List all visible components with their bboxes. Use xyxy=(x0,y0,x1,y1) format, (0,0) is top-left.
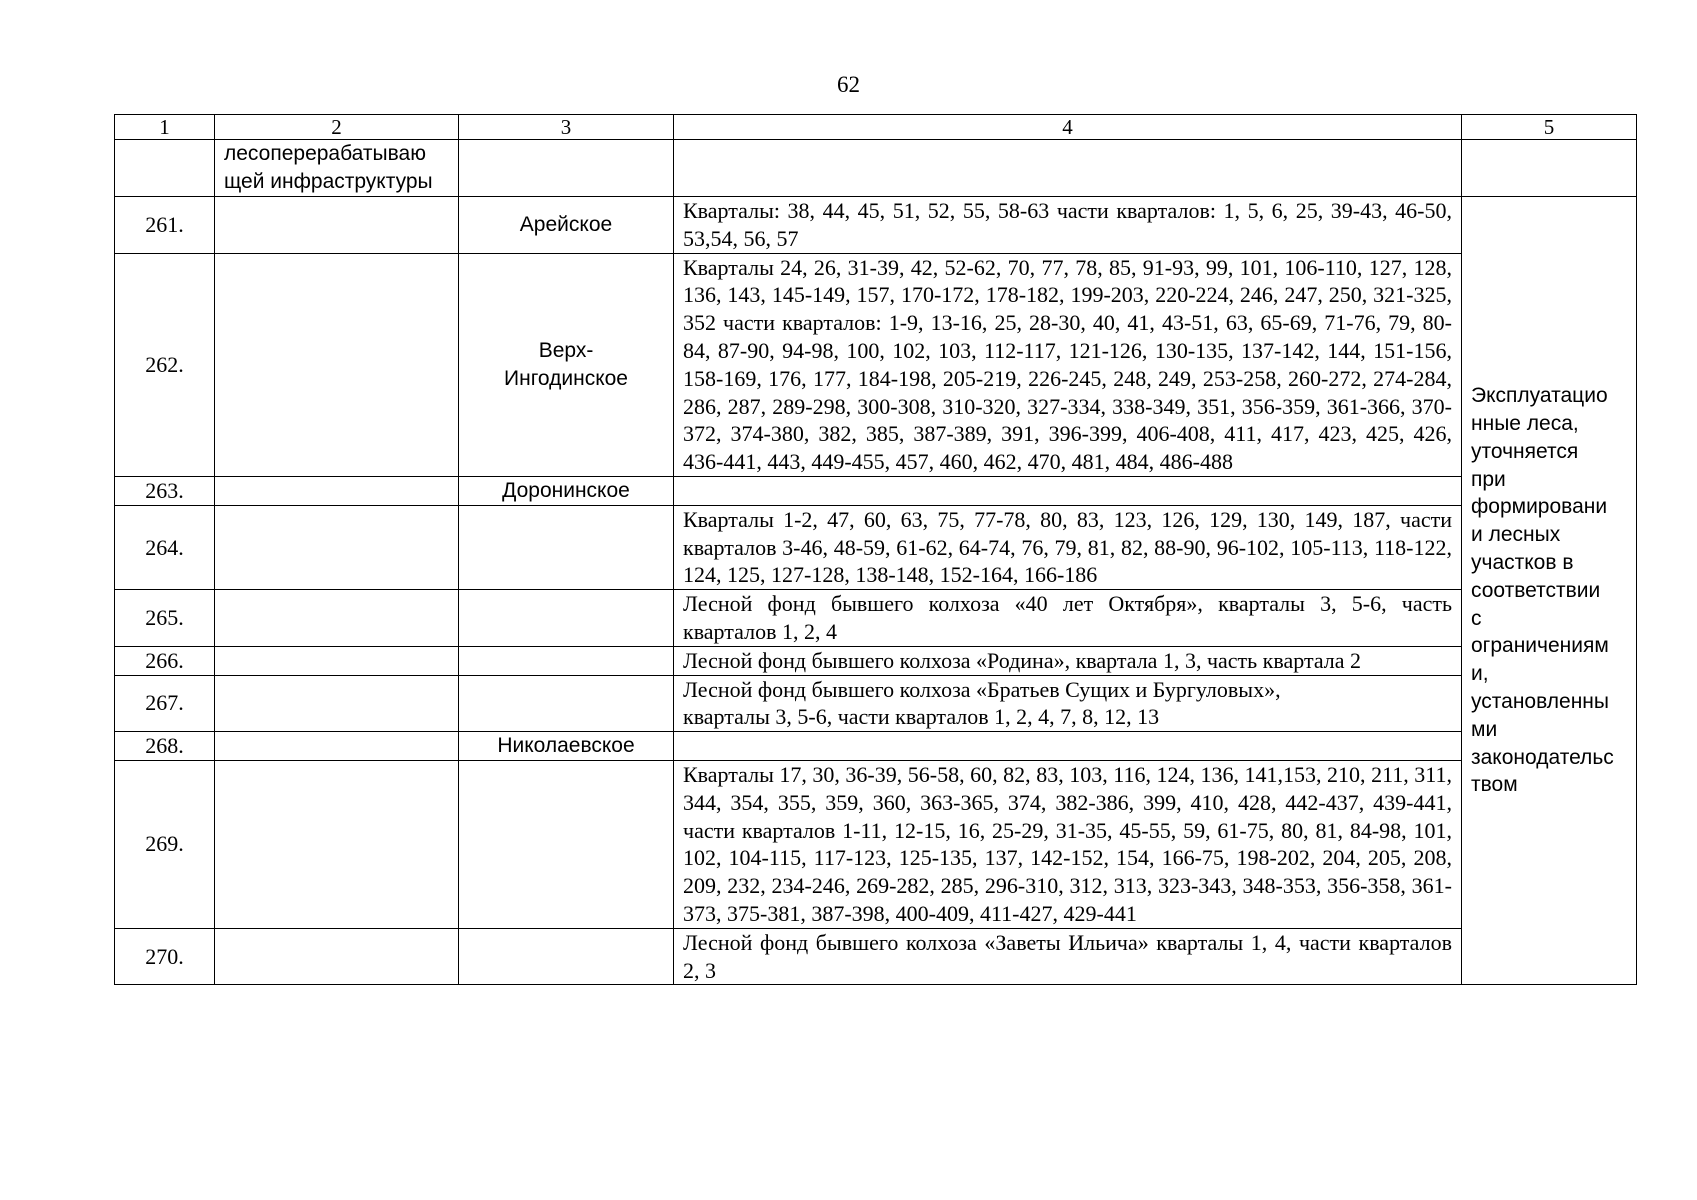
row-number: 263. xyxy=(115,476,215,505)
table-row xyxy=(115,675,1637,732)
object-name-cell xyxy=(215,590,459,647)
table-row xyxy=(115,253,1637,476)
quarters-list: Лесной фонд бывшего колхоза «Братьев Сущих и Бургуловых», кварталы 3, 5-6, части кварталов 1, 2, 4, 7, 8, 12, 13 xyxy=(674,675,1462,732)
row-number: 270. xyxy=(115,928,215,985)
forestry-name: Арейское xyxy=(459,197,674,254)
table-row xyxy=(115,928,1637,985)
table-row xyxy=(115,476,1637,505)
table-row xyxy=(115,505,1637,589)
row-number: 264. xyxy=(115,505,215,589)
forestry-name xyxy=(459,928,674,985)
object-name-cell xyxy=(215,646,459,675)
header-col-2: 2 xyxy=(215,115,459,140)
column-number-header-row xyxy=(115,115,1637,140)
row-number: 266. xyxy=(115,646,215,675)
continuation-row xyxy=(115,140,1637,197)
row-number: 262. xyxy=(115,253,215,476)
quarters-list: Лесной фонд бывшего колхоза «Родина», квартала 1, 3, часть квартала 2 xyxy=(674,646,1462,675)
object-name-cell xyxy=(215,760,459,928)
object-name-cell xyxy=(215,675,459,732)
row-number: 261. xyxy=(115,197,215,254)
forest-quarters-table xyxy=(114,114,1637,985)
quarters-list: Лесной фонд бывшего колхоза «Заветы Ильича» кварталы 1, 4, части кварталов 2, 3 xyxy=(674,928,1462,985)
object-name-cell: лесоперерабатываю щей инфраструктуры xyxy=(215,140,459,197)
header-col-5: 5 xyxy=(1462,115,1637,140)
table-row xyxy=(115,646,1637,675)
forestry-cell xyxy=(459,140,674,197)
forestry-name xyxy=(459,675,674,732)
object-name-cell xyxy=(215,732,459,761)
header-col-3: 3 xyxy=(459,115,674,140)
table-row xyxy=(115,760,1637,928)
row-number: 269. xyxy=(115,760,215,928)
forestry-name: Верх- Ингодинское xyxy=(459,253,674,476)
quarters-list: Кварталы: 38, 44, 45, 51, 52, 55, 58-63 части кварталов: 1, 5, 6, 25, 39-43, 46-50, 53,54, 56, 57 xyxy=(674,197,1462,254)
note-cell xyxy=(1462,140,1637,197)
quarters-list xyxy=(674,732,1462,761)
table-row xyxy=(115,590,1637,647)
object-name-cell xyxy=(215,928,459,985)
forestry-name: Николаевское xyxy=(459,732,674,761)
forest-category-note-text: Эксплуатацио нные леса, уточняется при формировани и лесных участков в соответствии с ограничениям и, установленны ми законодательс твом xyxy=(1471,384,1614,797)
row-number-cell xyxy=(115,140,215,197)
object-name-cell xyxy=(215,197,459,254)
quarters-list: Кварталы 17, 30, 36-39, 56-58, 60, 82, 83, 103, 116, 124, 136, 141,153, 210, 211, 311, 344, 354, 355, 359, 360, 363-365, 374, 382-386, 399, 410, 428, 442-437, 439-441, части кварталов 1-11, 12-15, 16, 25-29, 31-35, 45-55, 59, 61-75, 80, 81, 84-98, 101, 102, 104-115, 117-123, 125-135, 137, 142-152, 154, 166-75, 198-202, 204, 205, 208, 209, 232, 234-246, 269-282, 285, 296-310, 312, 313, 323-343, 348-353, 356-358, 361-373, 375-381, 387-398, 400-409, 411-427, 429-441 xyxy=(674,760,1462,928)
forestry-name: Доронинское xyxy=(459,476,674,505)
page-number: 62 xyxy=(837,72,860,97)
forestry-name xyxy=(459,646,674,675)
quarters-cell xyxy=(674,140,1462,197)
table-row xyxy=(115,197,1637,254)
header-col-1: 1 xyxy=(115,115,215,140)
row-number: 267. xyxy=(115,675,215,732)
row-number: 265. xyxy=(115,590,215,647)
forestry-name xyxy=(459,505,674,589)
table-row xyxy=(115,732,1637,761)
quarters-list: Кварталы 1-2, 47, 60, 63, 75, 77-78, 80, 83, 123, 126, 129, 130, 149, 187, части кварталов 3-46, 48-59, 61-62, 64-74, 76, 79, 81, 82, 88-90, 96-102, 105-113, 118-122, 124, 125, 127-128, 138-148, 152-164, 166-186 xyxy=(674,505,1462,589)
quarters-list: Лесной фонд бывшего колхоза «40 лет Октября», кварталы 3, 5-6, часть кварталов 1, 2, 4 xyxy=(674,590,1462,647)
quarters-list xyxy=(674,476,1462,505)
row-number: 268. xyxy=(115,732,215,761)
forestry-name xyxy=(459,760,674,928)
forest-category-note xyxy=(1462,197,1637,985)
object-name-cell xyxy=(215,505,459,589)
object-name-cell xyxy=(215,476,459,505)
object-name-cell xyxy=(215,253,459,476)
quarters-list: Кварталы 24, 26, 31-39, 42, 52-62, 70, 77, 78, 85, 91-93, 99, 101, 106-110, 127, 128, 136, 143, 145-149, 157, 170-172, 178-182, 199-203, 220-224, 246, 247, 250, 321-325, 352 части кварталов: 1-9, 13-16, 25, 28-30, 40, 41, 43-51, 63, 65-69, 71-76, 79, 80-84, 87-90, 94-98, 100, 102, 103, 112-117, 121-126, 130-135, 137-142, 144, 151-156, 158-169, 176, 177, 184-198, 205-219, 226-245, 248, 249, 253-258, 260-272, 274-284, 286, 287, 289-298, 300-308, 310-320, 327-334, 338-349, 351, 356-359, 361-366, 370-372, 374-380, 382, 385, 387-389, 391, 396-399, 406-408, 411, 417, 423, 425, 426, 436-441, 443, 449-455, 457, 460, 462, 470, 481, 484, 486-488 xyxy=(674,253,1462,476)
header-col-4: 4 xyxy=(674,115,1462,140)
forestry-name xyxy=(459,590,674,647)
